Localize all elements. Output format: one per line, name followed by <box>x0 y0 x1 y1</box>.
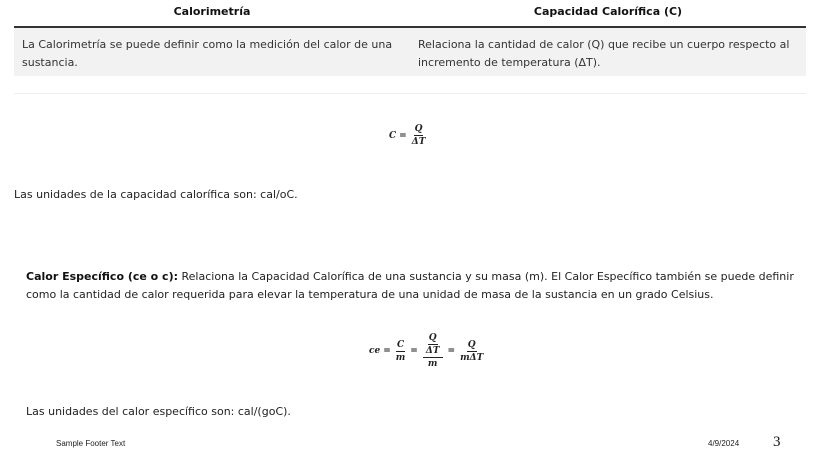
cell-calorimetria: La Calorimetría se puede definir como la medición del calor de una sustancia. <box>22 38 393 69</box>
specific-heat-title: Calor Específico (ce o c): <box>26 270 178 283</box>
fraction-numerator: Q <box>414 124 423 134</box>
table-row <box>14 28 806 76</box>
definitions-table <box>14 0 806 76</box>
fraction-numerator <box>423 333 443 358</box>
fraction-numerator: Q <box>467 339 476 350</box>
specific-heat-text: Relaciona la Capacidad Calorífica de una sustancia y su masa (m). El Calor Específico también se puede definir como la cantidad de calor requerida para elevar la temperatura de una unidad de masa de la sustancia en un grado Celsius. <box>26 270 794 301</box>
fraction-numerator: C <box>396 339 405 350</box>
footer-date: 4/9/2024 <box>708 439 740 448</box>
nested-fraction <box>426 333 440 356</box>
units-specific-heat: Las unidades del calor específico son: cal/(goC). <box>26 405 291 418</box>
specific-heat-paragraph <box>26 268 804 304</box>
formula-equals: = <box>399 130 407 141</box>
formula-lhs: C <box>389 130 397 141</box>
formula-fraction <box>396 340 406 363</box>
cell-capacidad-calorifica: Relaciona la cantidad de calor (Q) que recibe un cuerpo respecto al incremento de temperatura (ΔT). <box>418 38 790 69</box>
fraction-denominator: ΔT <box>411 137 426 147</box>
formula-heat-capacity <box>389 124 427 147</box>
fraction-denominator: m <box>395 352 406 363</box>
header-capacidad-calorifica: Capacidad Calorífica (C) <box>533 5 683 18</box>
page-number: 3 <box>773 434 781 450</box>
fraction-denominator: mΔT <box>460 352 484 363</box>
divider <box>14 93 806 94</box>
nested-numerator: Q <box>428 333 437 343</box>
formula-fraction <box>460 340 483 363</box>
table-header <box>14 0 806 28</box>
formula-equals: = <box>447 346 456 356</box>
nested-denominator: ΔT <box>425 346 440 356</box>
formula-fraction <box>412 124 426 147</box>
footer-text: Sample Footer Text <box>56 439 126 448</box>
formula-lhs: ce <box>369 346 381 356</box>
formula-fraction <box>423 333 443 369</box>
fraction-denominator: m <box>427 359 438 369</box>
formula-specific-heat <box>369 333 485 369</box>
header-calorimetria: Calorimetría <box>173 5 251 18</box>
formula-equals: = <box>383 346 391 356</box>
formula-equals: = <box>410 346 418 356</box>
units-heat-capacity: Las unidades de la capacidad calorífica son: cal/oC. <box>14 188 298 201</box>
